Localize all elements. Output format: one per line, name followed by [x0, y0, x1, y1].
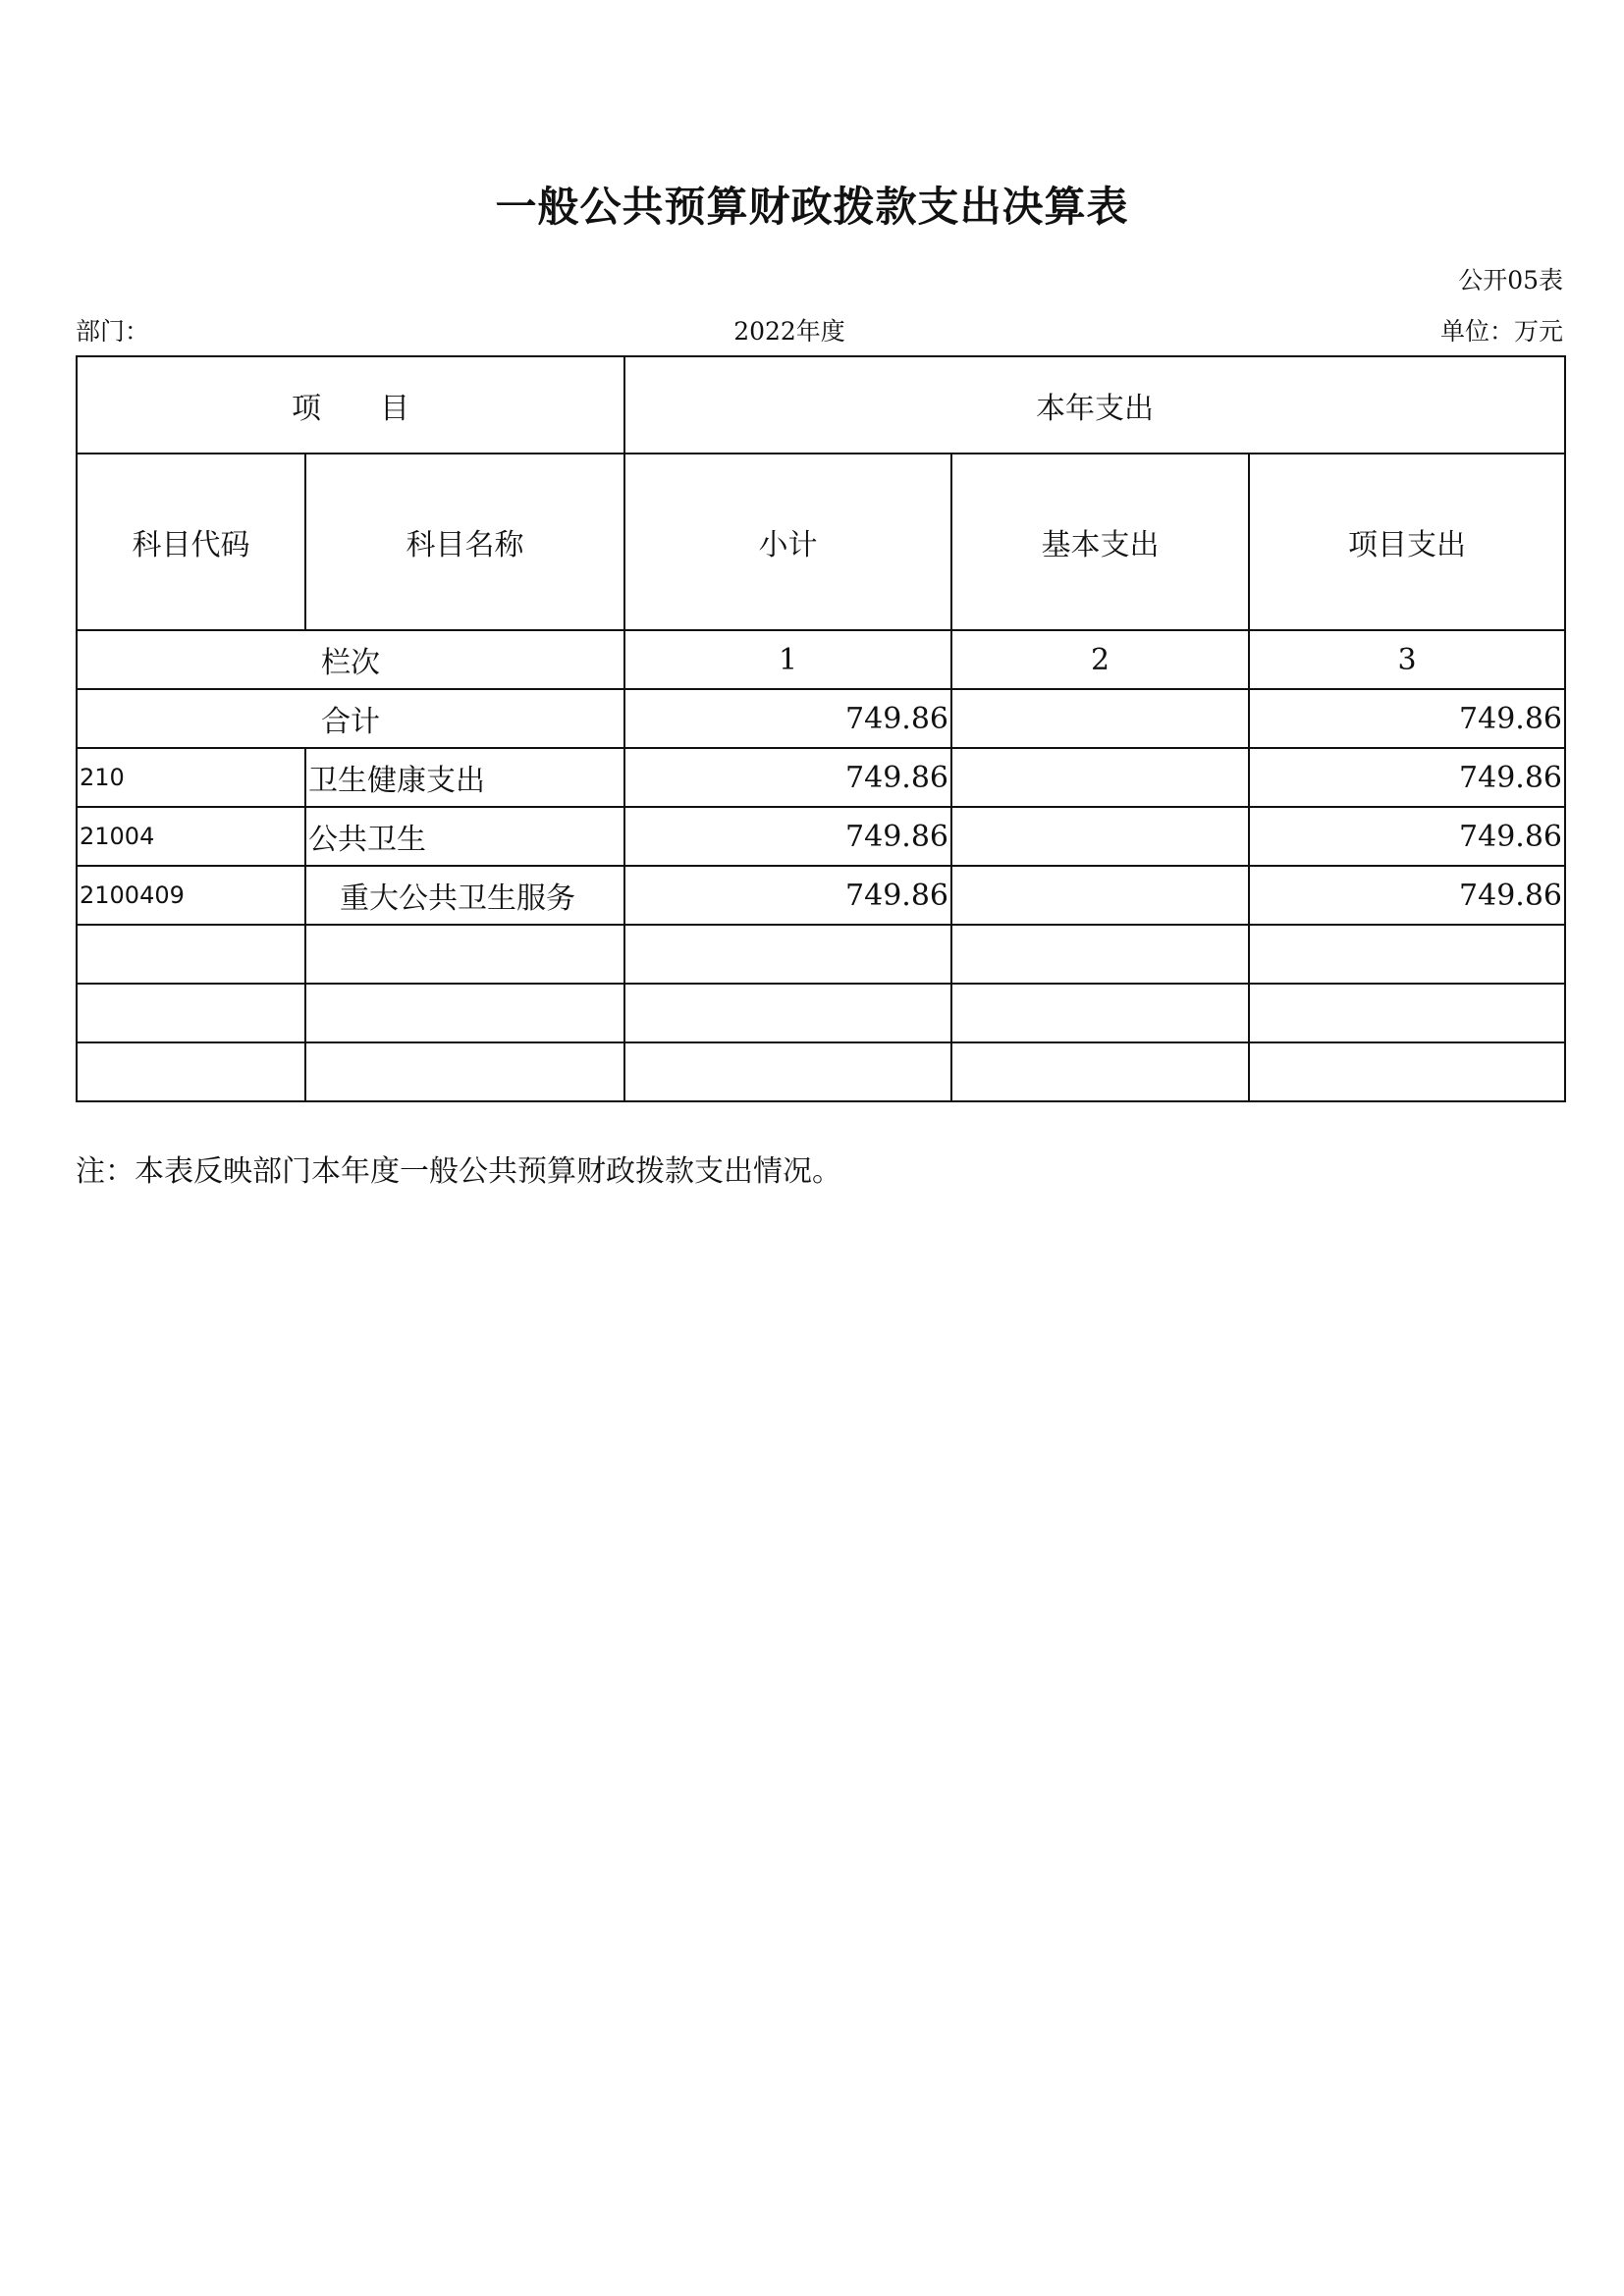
column-index-row [77, 630, 1565, 689]
total-label: 合计 [77, 689, 624, 748]
row-subtotal: 749.86 [624, 748, 951, 807]
header-basic: 基本支出 [951, 454, 1249, 630]
empty-cell [1249, 1042, 1565, 1101]
table-header-row-2 [77, 454, 1565, 630]
column-index-1: 1 [624, 630, 951, 689]
row-project: 749.86 [1249, 866, 1565, 925]
department-label: 部门： [76, 317, 150, 346]
empty-row [77, 925, 1565, 984]
total-row [77, 689, 1565, 748]
empty-cell [77, 1042, 305, 1101]
empty-cell [77, 925, 305, 984]
table-row [77, 748, 1565, 807]
empty-row [77, 1042, 1565, 1101]
row-project: 749.86 [1249, 807, 1565, 866]
fiscal-year: 2022年度 [733, 317, 845, 346]
total-subtotal: 749.86 [624, 689, 951, 748]
empty-cell [1249, 925, 1565, 984]
meta-row [76, 312, 1563, 347]
row-basic [951, 807, 1249, 866]
row-code: 21004 [77, 807, 305, 866]
empty-cell [951, 925, 1249, 984]
empty-row [77, 984, 1565, 1042]
row-subtotal: 749.86 [624, 866, 951, 925]
unit-label: 单位：万元 [1439, 317, 1563, 346]
header-item: 项 目 [77, 356, 624, 454]
expenditure-table [76, 355, 1566, 1102]
header-subtotal: 小计 [624, 454, 951, 630]
header-name: 科目名称 [305, 454, 624, 630]
row-subtotal: 749.86 [624, 807, 951, 866]
row-code: 210 [77, 748, 305, 807]
table-header-row-1 [77, 356, 1565, 454]
footnote: 注：本表反映部门本年度一般公共预算财政拨款支出情况。 [76, 1154, 841, 1189]
row-basic [951, 866, 1249, 925]
total-project: 749.86 [1249, 689, 1565, 748]
column-index-3: 3 [1249, 630, 1565, 689]
header-code: 科目代码 [77, 454, 305, 630]
table-row [77, 807, 1565, 866]
form-number: 公开05表 [1458, 266, 1563, 294]
page-title: 一般公共预算财政拨款支出决算表 [495, 183, 1129, 231]
table-row [77, 866, 1565, 925]
empty-cell [77, 984, 305, 1042]
empty-cell [624, 925, 951, 984]
empty-cell [1249, 984, 1565, 1042]
row-name: 重大公共卫生服务 [305, 866, 624, 925]
empty-cell [305, 925, 624, 984]
empty-cell [624, 984, 951, 1042]
header-project: 项目支出 [1249, 454, 1565, 630]
column-index-2: 2 [951, 630, 1249, 689]
row-name: 卫生健康支出 [305, 748, 624, 807]
empty-cell [951, 1042, 1249, 1101]
header-current-year: 本年支出 [624, 356, 1565, 454]
empty-cell [951, 984, 1249, 1042]
row-project: 749.86 [1249, 748, 1565, 807]
column-index-label: 栏次 [77, 630, 624, 689]
empty-cell [305, 984, 624, 1042]
empty-cell [305, 1042, 624, 1101]
row-name: 公共卫生 [305, 807, 624, 866]
row-code: 2100409 [77, 866, 305, 925]
empty-cell [624, 1042, 951, 1101]
row-basic [951, 748, 1249, 807]
total-basic [951, 689, 1249, 748]
